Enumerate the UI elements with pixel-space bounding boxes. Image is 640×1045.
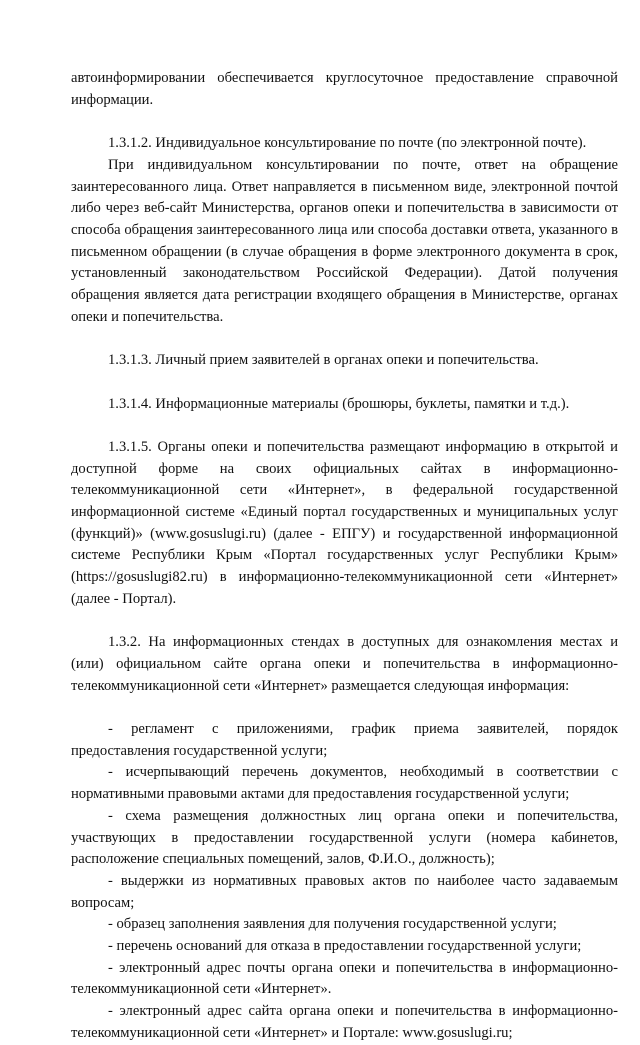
list-item: - электронный адрес почты органа опеки и попечительства в информационно-телекоммуникационной сети «Интернет».	[71, 959, 618, 998]
list-item: - исчерпывающий перечень документов, необходимый в соответствии с нормативными правовыми актами для предоставления государственной услуги;	[71, 764, 618, 803]
spacer	[71, 415, 618, 437]
spacer	[71, 111, 618, 133]
list-item: - регламент с приложениями, график приема заявителей, порядок предоставления государственной услуги;	[71, 721, 618, 759]
spacer	[71, 328, 618, 350]
paragraph-autoinforming: автоинформировании обеспечивается круглосуточное предоставление справочной информации.	[71, 70, 618, 108]
spacer	[71, 611, 618, 633]
paragraph-1-3-1-5: 1.3.1.5. Органы опеки и попечительства размещают информацию в открытой и доступной форме на своих официальных сайтах в информационно-телекоммуникационной сети «Интернет», в федеральной государственной информационной системе «Единый портал государственных и муниципальных услуг (функций)» (www.gosuslugi.ru) (далее - ЕПГУ) и государственной информационной системе Республики Крым «Портал государственных услуг Республики Крым» (https://gosuslugi82.ru) в информационно-телекоммуникационной сети «Интернет» (далее - Портал).	[71, 438, 618, 607]
paragraph-mail-consulting: При индивидуальном консультировании по почте, ответ на обращение заинтересованного лица. Ответ направляется в письменном виде, электронной почтой либо через веб-сайт Министерства, органов опеки и попечительства в зависимости от способа обращения заинтересованного лица или способа доставки ответа, указанного в письменном обращении (в случае обращения в форме электронного документа в срок, установленный законодательством Российской Федерации). Датой получения обращения является дата регистрации входящего обращения в Министерстве, органах опеки и попечительства.	[71, 156, 618, 325]
list-item: - образец заполнения заявления для получения государственной услуги;	[108, 916, 557, 933]
list-item: - схема размещения должностных лиц органа опеки и попечительства, участвующих в предоставлении государственной услуги (номера кабинетов, расположение специальных помещений, залов, Ф.И.О., должность);	[71, 807, 618, 868]
paragraph-1-3-1-3: 1.3.1.3. Личный прием заявителей в органах опеки и попечительства.	[108, 352, 539, 369]
spacer	[71, 372, 618, 394]
list-item: - перечень оснований для отказа в предоставлении государственной услуги;	[108, 938, 582, 955]
list-item: - выдержки из нормативных правовых актов по наиболее часто задаваемым вопросам;	[71, 872, 618, 911]
paragraph-1-3-1-4: 1.3.1.4. Информационные материалы (брошюры, буклеты, памятки и т.д.).	[108, 395, 570, 412]
spacer	[71, 697, 618, 719]
info-list	[71, 719, 618, 1045]
list-item: - электронный адрес сайта органа опеки и попечительства в информационно-телекоммуникационной сети «Интернет» и Портале: www.gosuslugi.ru;	[71, 1003, 618, 1041]
paragraph-1-3-2: 1.3.2. На информационных стендах в доступных для ознакомления местах и (или) официальном сайте органа опеки и попечительства в информационно-телекоммуникационной сети «Интернет» размещается следующая информация:	[71, 634, 618, 694]
paragraph-1-3-1-2-heading: 1.3.1.2. Индивидуальное консультирование по почте (по электронной почте).	[108, 135, 587, 152]
